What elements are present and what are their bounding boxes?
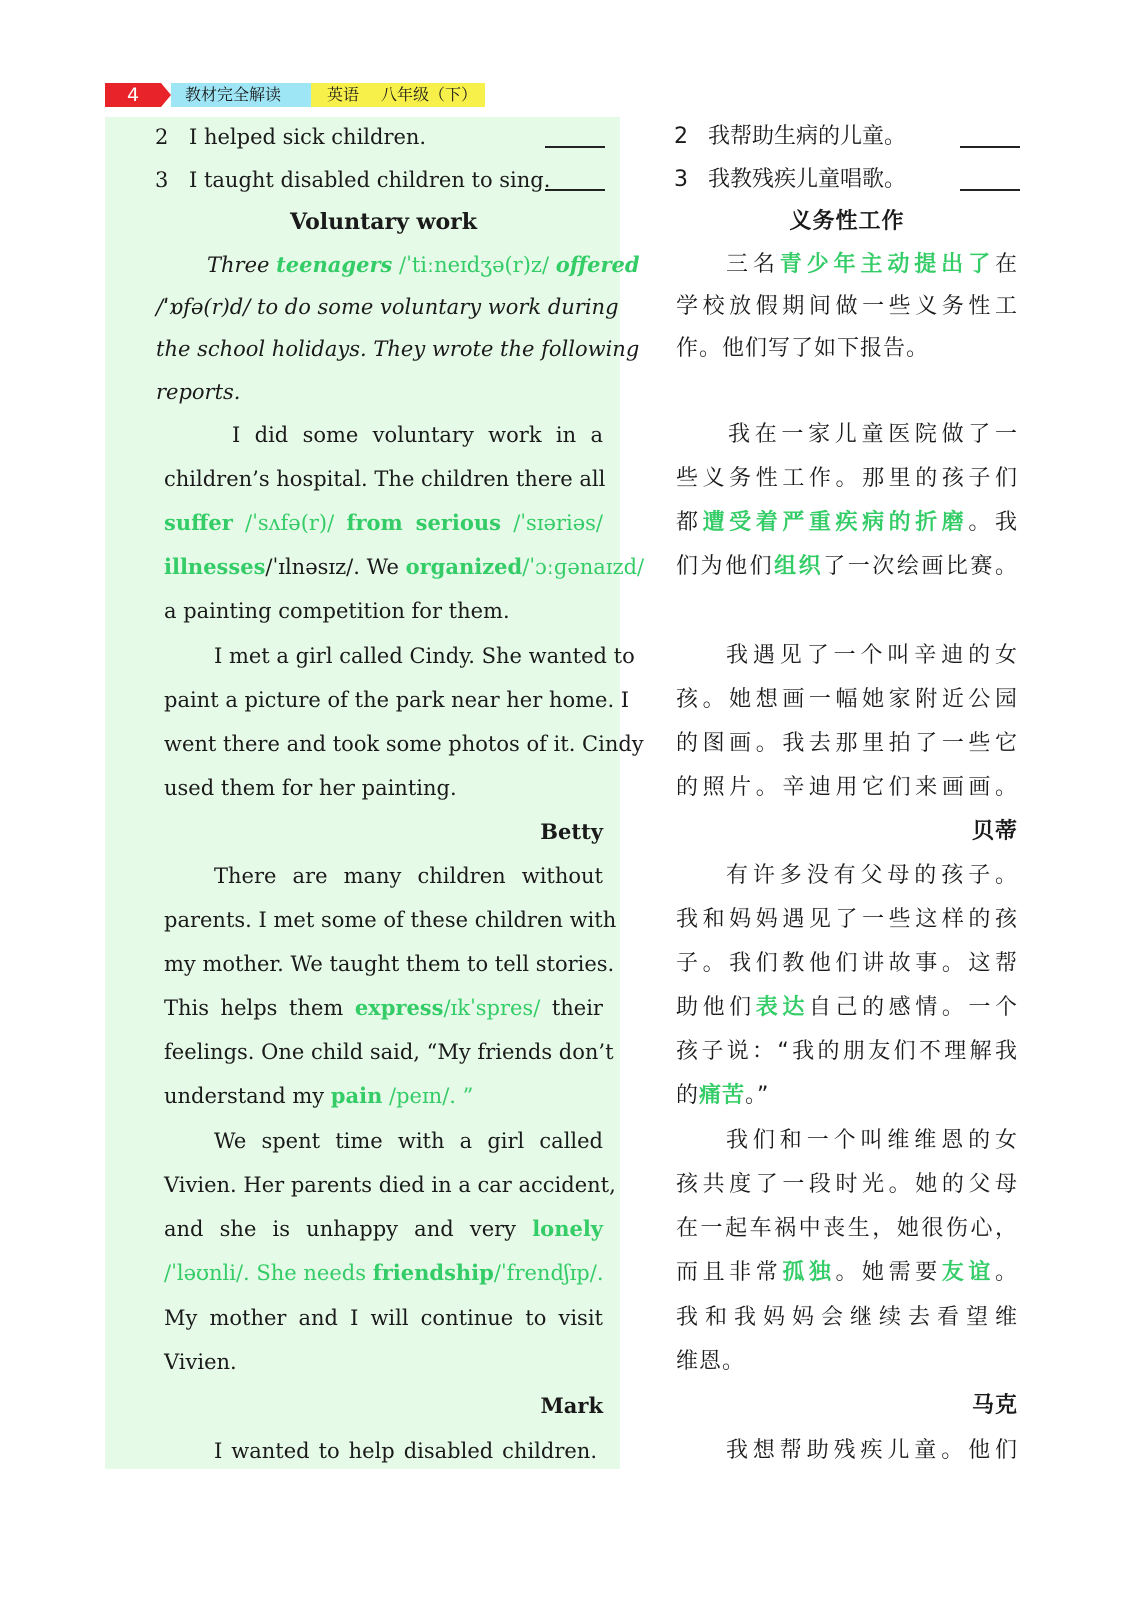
signature-betty-zh: 贝蒂 <box>971 819 1018 844</box>
answer-blank[interactable] <box>960 169 1020 191</box>
paragraph-line: a painting competition for them. <box>164 599 510 623</box>
paragraph-line: went there and took some photos of it. Cindy <box>164 732 644 756</box>
paragraph-line-zh: 的痛苦。” <box>676 1083 770 1108</box>
paragraph-line: I wanted to help disabled children. <box>214 1439 597 1463</box>
paragraph-line: My mother and I will continue to visit <box>164 1306 603 1330</box>
intro-line: Three teenagers /ˈtiːneɪdʒə(r)z/ offered <box>207 252 640 277</box>
signature-betty: Betty <box>540 819 603 844</box>
paragraph-line-zh: 有许多没有父母的孩子。 <box>726 863 1018 888</box>
passage-title-zh: 义务性工作 <box>789 209 905 234</box>
paragraph-line-zh: 孩。她想画一幅她家附近公园 <box>676 687 1018 712</box>
intro-line: the school holidays. They wrote the following <box>156 337 640 361</box>
paragraph-line: paint a picture of the park near her home. I <box>164 688 630 712</box>
paragraph-line-zh: 我想帮助残疾儿童。他们 <box>726 1438 1018 1463</box>
paragraph-line-zh: 助他们表达自己的感情。一个 <box>676 995 1018 1020</box>
subject-label: 英语 <box>327 85 360 104</box>
paragraph-line-zh: 子。我们教他们讲故事。这帮 <box>676 951 1018 976</box>
paragraph-line-zh: 而且非常孤独。她需要友谊。 <box>676 1260 1018 1285</box>
subject-grade <box>311 83 485 107</box>
intro-line: reports. <box>156 380 241 404</box>
paragraph-line-zh: 在一起车祸中丧生，她很伤心， <box>676 1216 1018 1241</box>
paragraph-line-zh: 们为他们组织了一次绘画比赛。 <box>676 554 1018 579</box>
passage-title: Voluntary work <box>290 209 477 235</box>
page-header <box>105 83 485 107</box>
exercise-item-2-zh: 2 我帮助生病的儿童。 <box>674 122 1020 152</box>
exercise-item-2: 2 I helped sick children. <box>155 122 605 152</box>
intro-line-zh: 作。他们写了如下报告。 <box>676 336 930 361</box>
signature-mark-zh: 马克 <box>971 1393 1018 1418</box>
intro-line: /ˈɒfə(r)d/ to do some voluntary work during <box>156 295 619 319</box>
paragraph-line: We spent time with a girl called <box>214 1129 603 1153</box>
answer-blank[interactable] <box>960 126 1020 148</box>
series-title: 教材完全解读 <box>171 83 311 107</box>
paragraph-line: and she is unhappy and very lonely <box>164 1216 603 1241</box>
paragraph-line-zh: 的照片。辛迪用它们来画画。 <box>676 775 1018 800</box>
paragraph-line-zh: 我在一家儿童医院做了一 <box>728 422 1018 447</box>
paragraph-line: /ˈləʊnli/. She needs friendship/ˈfrendʃɪp/. <box>164 1260 604 1285</box>
paragraph-line-zh: 孩子说：“我的朋友们不理解我 <box>676 1039 1018 1064</box>
paragraph-line-zh: 孩共度了一段时光。她的父母 <box>676 1172 1018 1197</box>
paragraph-line: This helps them express/ɪkˈspres/ their <box>164 995 603 1020</box>
paragraph-line: feelings. One child said, “My friends don’t <box>164 1040 614 1064</box>
paragraph-line: There are many children without <box>214 864 603 888</box>
paragraph-line-zh: 我和我妈妈会继续去看望维 <box>676 1305 1018 1330</box>
paragraph-line: my mother. We taught them to tell stories. <box>164 952 615 976</box>
paragraph-line-zh: 维恩。 <box>676 1349 746 1374</box>
paragraph-line: parents. I met some of these children with <box>164 908 617 932</box>
paragraph-line: understand my pain /peɪn/. ” <box>164 1083 474 1108</box>
paragraph-line: Vivien. <box>164 1350 237 1374</box>
paragraph-line-zh: 我遇见了一个叫辛迪的女 <box>726 643 1018 668</box>
paragraph-line-zh: 都遭受着严重疾病的折磨。我 <box>676 510 1018 535</box>
paragraph-line-zh: 我们和一个叫维维恩的女 <box>726 1128 1018 1153</box>
paragraph-line: illnesses/ˈɪlnəsɪz/. We organized/ˈɔːɡənaɪzd/ <box>164 554 645 579</box>
paragraph-line-zh: 我和妈妈遇见了一些这样的孩 <box>676 907 1018 932</box>
paragraph-line: I met a girl called Cindy. She wanted to <box>214 644 635 668</box>
answer-blank[interactable] <box>545 169 605 191</box>
paragraph-line: used them for her painting. <box>164 776 457 800</box>
grade-label: 八年级（下） <box>381 85 478 104</box>
paragraph-line: children’s hospital. The children there all <box>164 467 606 491</box>
paragraph-line: Vivien. Her parents died in a car accident, <box>164 1173 616 1197</box>
signature-mark: Mark <box>540 1393 603 1418</box>
paragraph-line-zh: 些义务性工作。那里的孩子们 <box>676 466 1018 491</box>
paragraph-line: suffer /ˈsʌfə(r)/ from serious /ˈsɪəriəs/ <box>164 510 603 535</box>
exercise-item-3: 3 I taught disabled children to sing. <box>155 165 605 195</box>
intro-line-zh: 三名青少年主动提出了在 <box>726 252 1018 277</box>
intro-line-zh: 学校放假期间做一些义务性工 <box>676 294 1018 319</box>
paragraph-line-zh: 的图画。我去那里拍了一些它 <box>676 731 1018 756</box>
page-number: 4 <box>105 83 161 107</box>
exercise-item-3-zh: 3 我教残疾儿童唱歌。 <box>674 165 1020 195</box>
answer-blank[interactable] <box>545 126 605 148</box>
paragraph-line: I did some voluntary work in a <box>232 423 603 447</box>
